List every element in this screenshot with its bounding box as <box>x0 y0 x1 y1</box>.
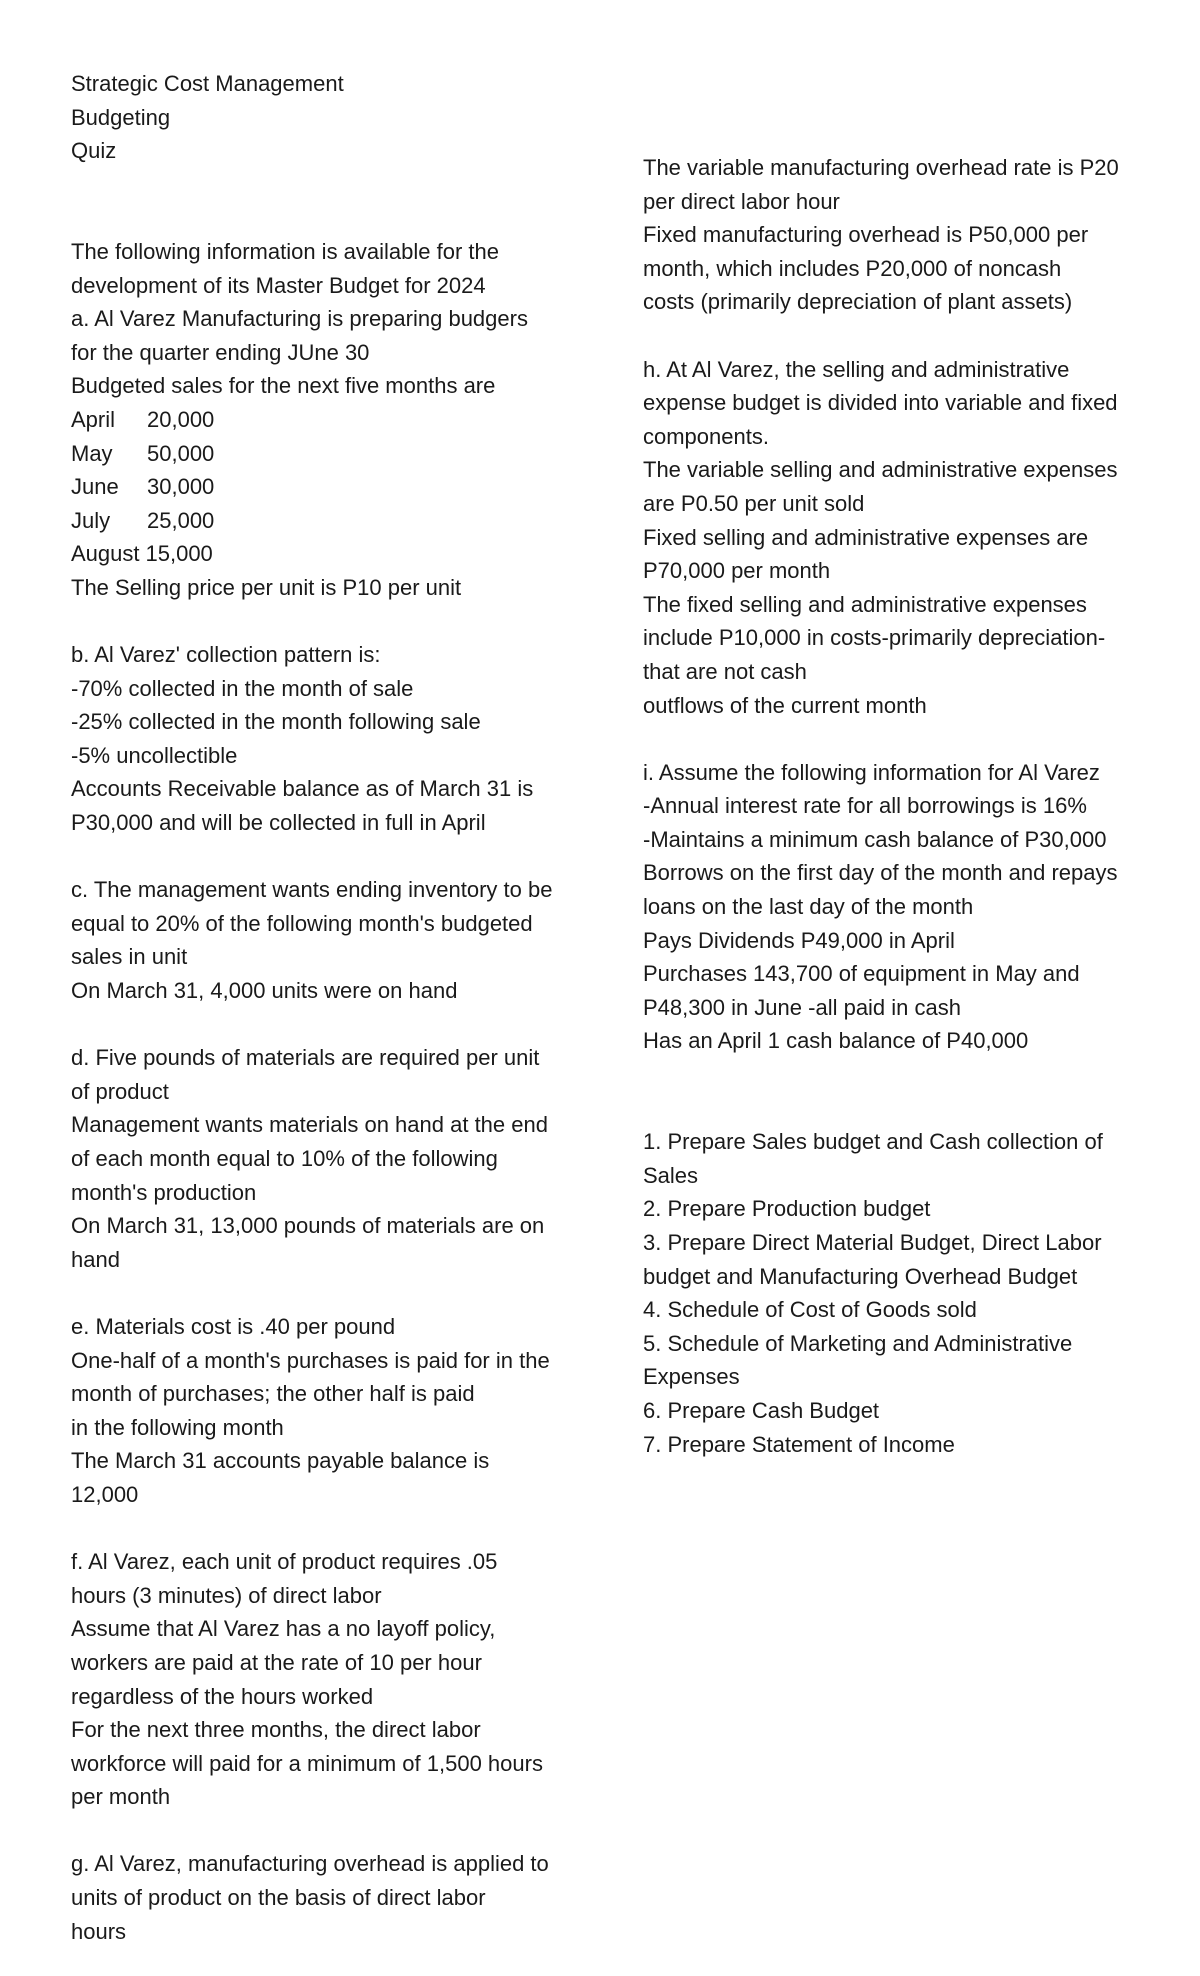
right-column <box>643 151 1158 1461</box>
course-title: Strategic Cost Management <box>71 71 344 96</box>
section-h <box>643 353 1158 723</box>
section-d-line: hand <box>71 1246 120 1272</box>
section-i-line: P48,300 in June -all paid in cash <box>643 994 961 1020</box>
section-f-line: f. Al Varez, each unit of product requires .05 <box>71 1549 498 1575</box>
section-b-line: P30,000 and will be collected in full in April <box>71 810 486 836</box>
requirements-list <box>643 1125 1158 1461</box>
sales-units: 30,000 <box>147 474 215 500</box>
sales-table <box>71 403 591 571</box>
sales-units: 20,000 <box>147 406 215 432</box>
section-c <box>71 873 591 1007</box>
spacer <box>71 1008 591 1042</box>
requirement-item: budget and Manufacturing Overhead Budget <box>643 1263 1078 1289</box>
section-a-line: Budgeted sales for the next five months are <box>71 373 496 399</box>
section-b-line: -70% collected in the month of sale <box>71 675 414 701</box>
section-i <box>643 756 1158 1058</box>
section-d-line: On March 31, 13,000 pounds of materials are on <box>71 1213 545 1239</box>
intro-paragraph <box>71 235 591 302</box>
section-i-line: Purchases 143,700 of equipment in May and <box>643 961 1080 987</box>
document-header <box>71 67 591 168</box>
sales-row <box>71 403 591 437</box>
section-g-line: per direct labor hour <box>643 188 840 214</box>
section-f-line: workforce will paid for a minimum of 1,500 hours <box>71 1750 543 1776</box>
section-g-line: units of product on the basis of direct labor <box>71 1885 486 1911</box>
spacer <box>71 168 591 235</box>
sales-row <box>71 504 591 538</box>
section-f <box>71 1545 591 1814</box>
section-g-line: g. Al Varez, manufacturing overhead is applied to <box>71 1851 549 1877</box>
section-h-line: Fixed selling and administrative expenses are <box>643 524 1089 550</box>
spacer <box>643 722 1158 756</box>
section-d-line: of each month equal to 10% of the following <box>71 1146 498 1171</box>
section-h-line: that are not cash <box>643 658 807 684</box>
document-type: Quiz <box>71 138 117 164</box>
section-i-line: loans on the last day of the month <box>643 894 974 920</box>
section-d-line: d. Five pounds of materials are required per unit <box>71 1045 540 1071</box>
section-h-line: are P0.50 per unit sold <box>643 490 865 516</box>
section-i-line: -Maintains a minimum cash balance of P30,000 <box>643 826 1107 852</box>
requirement-item: 6. Prepare Cash Budget <box>643 1397 880 1423</box>
spacer <box>71 1276 591 1310</box>
section-c-line: sales in unit <box>71 944 188 970</box>
left-column <box>71 67 591 1948</box>
spacer <box>71 1814 591 1848</box>
sales-month: August <box>71 541 140 567</box>
section-h-line: The variable selling and administrative expenses <box>643 457 1118 483</box>
section-e-line: One-half of a month's purchases is paid for in the <box>71 1347 550 1373</box>
requirement-item: 7. Prepare Statement of Income <box>643 1431 955 1457</box>
section-f-line: workers are paid at the rate of 10 per hour <box>71 1649 482 1675</box>
section-e-line: in the following month <box>71 1414 284 1440</box>
section-a <box>71 302 591 604</box>
requirement-item: Expenses <box>643 1364 740 1390</box>
section-h-line: components. <box>643 423 769 449</box>
sales-row <box>71 470 591 504</box>
section-i-line: Has an April 1 cash balance of P40,000 <box>643 1028 1029 1054</box>
sales-units: 25,000 <box>147 507 215 533</box>
sales-month: April <box>71 406 116 432</box>
requirement-item: 3. Prepare Direct Material Budget, Direct Labor <box>643 1230 1102 1255</box>
section-b-line: -5% uncollectible <box>71 742 238 768</box>
topic-title: Budgeting <box>71 104 171 130</box>
sales-row <box>71 437 591 471</box>
sales-units: 50,000 <box>147 440 215 466</box>
intro-line: The following information is available for the <box>71 238 500 264</box>
section-b <box>71 638 591 840</box>
section-f-line: regardless of the hours worked <box>71 1683 374 1709</box>
requirement-item: 1. Prepare Sales budget and Cash collection of <box>643 1129 1103 1155</box>
section-c-line: equal to 20% of the following month's budgeted <box>71 910 533 936</box>
sales-month: July <box>71 507 111 533</box>
spacer <box>71 605 591 639</box>
section-i-line: Borrows on the first day of the month and repays <box>643 860 1118 886</box>
section-h-line: expense budget is divided into variable and fixed <box>643 390 1118 416</box>
section-g-line: The variable manufacturing overhead rate is P20 <box>643 155 1119 180</box>
section-f-line: hours (3 minutes) of direct labor <box>71 1582 382 1608</box>
section-i-line: -Annual interest rate for all borrowings is 16% <box>643 793 1087 819</box>
section-d-line: month's production <box>71 1179 257 1205</box>
intro-line: development of its Master Budget for 2024 <box>71 272 486 298</box>
section-c-line: c. The management wants ending inventory to be <box>71 877 553 903</box>
section-i-line: Pays Dividends P49,000 in April <box>643 927 955 953</box>
section-g-line: month, which includes P20,000 of noncash <box>643 255 1062 281</box>
spacer <box>643 319 1158 353</box>
requirement-item: 2. Prepare Production budget <box>643 1196 931 1222</box>
section-e-line: e. Materials cost is .40 per pound <box>71 1313 396 1339</box>
section-d <box>71 1041 591 1276</box>
section-f-line: Assume that Al Varez has a no layoff policy, <box>71 1616 496 1642</box>
section-b-line: -25% collected in the month following sale <box>71 709 481 735</box>
section-g-part2 <box>643 151 1158 319</box>
section-a-line: a. Al Varez Manufacturing is preparing budgers <box>71 306 528 332</box>
section-g-line: costs (primarily depreciation of plant assets) <box>643 289 1073 315</box>
sales-row <box>71 537 591 571</box>
sales-month: June <box>71 474 119 500</box>
section-h-line: h. At Al Varez, the selling and administrative <box>643 356 1070 382</box>
section-g-line: hours <box>71 1918 127 1944</box>
section-b-line: b. Al Varez' collection pattern is: <box>71 642 381 668</box>
section-d-line: of product <box>71 1078 169 1104</box>
section-a-line: The Selling price per unit is P10 per unit <box>71 574 462 600</box>
spacer <box>71 1512 591 1546</box>
section-a-line: for the quarter ending JUne 30 <box>71 339 370 365</box>
section-g-line: Fixed manufacturing overhead is P50,000 per <box>643 222 1089 248</box>
section-h-line: include P10,000 in costs-primarily depreciation- <box>643 625 1106 651</box>
requirement-item: Sales <box>643 1162 699 1188</box>
sales-units: 15,000 <box>145 541 213 567</box>
section-e-line: 12,000 <box>71 1481 139 1507</box>
section-e-line: month of purchases; the other half is paid <box>71 1381 475 1407</box>
section-e-line: The March 31 accounts payable balance is <box>71 1448 490 1474</box>
section-g-part1 <box>71 1847 591 1948</box>
section-h-line: P70,000 per month <box>643 558 831 584</box>
section-f-line: per month <box>71 1784 171 1810</box>
section-h-line: outflows of the current month <box>643 692 927 718</box>
section-d-line: Management wants materials on hand at the end <box>71 1112 548 1138</box>
section-i-line: i. Assume the following information for Al Varez <box>643 759 1100 785</box>
sales-month: May <box>71 440 113 466</box>
spacer <box>71 840 591 874</box>
section-f-line: For the next three months, the direct labor <box>71 1717 481 1743</box>
section-e <box>71 1310 591 1512</box>
requirement-item: 4. Schedule of Cost of Goods sold <box>643 1297 977 1323</box>
section-h-line: The fixed selling and administrative expenses <box>643 591 1087 617</box>
requirement-item: 5. Schedule of Marketing and Administrative <box>643 1330 1073 1356</box>
section-b-line: Accounts Receivable balance as of March 31 is <box>71 776 534 802</box>
spacer <box>643 1058 1158 1125</box>
section-c-line: On March 31, 4,000 units were on hand <box>71 978 458 1004</box>
